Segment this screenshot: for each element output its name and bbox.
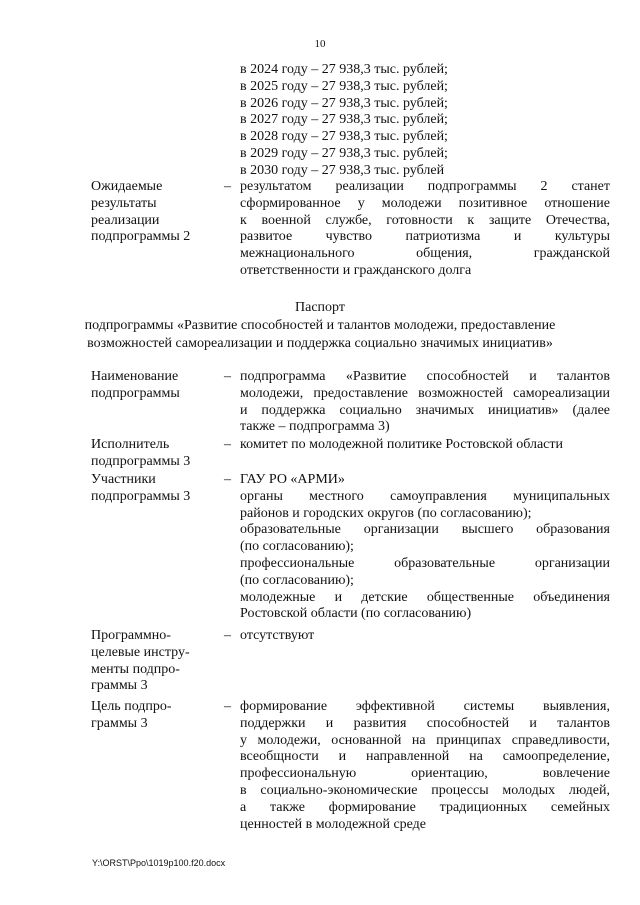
value-line: и поддержка социально значимых инициатив» (далее [240, 402, 610, 418]
passport-subtitle-line: подпрограммы «Развитие способностей и талантов молодежи, предоставление [84, 318, 556, 333]
value-line: также – подпрограмма 3) [240, 419, 390, 435]
passport-title: Паспорт [295, 300, 345, 315]
value-line: к военной службе, готовности к защите Отечества, [240, 212, 610, 228]
dash-separator: – [224, 369, 231, 384]
label-line: Участники [91, 472, 156, 487]
budget-line: в 2025 году – 27 938,3 тыс. рублей; [240, 78, 448, 94]
label-line: Ожидаемые [91, 179, 163, 194]
dash-separator: – [224, 437, 231, 452]
row-value [240, 628, 610, 645]
value-line: районов и городских округов (по согласованию); [240, 505, 532, 521]
page-number: 10 [314, 38, 326, 50]
value-line: развитое чувство патриотизма и культуры [240, 229, 610, 245]
value-line: профессиональные образовательные организации [240, 555, 610, 571]
dash-separator: – [224, 472, 231, 487]
row-label [91, 628, 219, 695]
budget-line: в 2027 году – 27 938,3 тыс. рублей; [240, 112, 448, 128]
label-line: подпрограммы 3 [91, 488, 191, 504]
row-value [240, 179, 610, 280]
dash-separator: – [224, 179, 231, 194]
row-value [240, 699, 610, 833]
value-line: поддержки и развития способностей и талантов [240, 715, 610, 731]
value-line: ответственности и гражданского долга [240, 262, 472, 278]
label-line: подпрограммы [91, 385, 180, 401]
dash-separator: – [224, 699, 231, 714]
file-path-footer: Y:\ORST\Ppo\1019p100.f20.docx [92, 858, 226, 868]
label-line: целевые инстру- [91, 644, 190, 660]
row-label [91, 369, 219, 403]
budget-line: в 2028 году – 27 938,3 тыс. рублей; [240, 129, 448, 145]
value-line: у молодежи, основанной на принципах справедливости, [240, 732, 610, 748]
passport-subtitle-line: возможностей самореализации и поддержка социально значимых инициатив» [87, 336, 553, 351]
value-line: подпрограмма «Развитие способностей и талантов [240, 369, 610, 384]
row-value [240, 369, 610, 436]
label-line: Наименование [91, 369, 179, 384]
budget-by-year-list [240, 62, 448, 180]
budget-line: в 2029 году – 27 938,3 тыс. рублей; [240, 145, 448, 161]
value-line: межнационального общения, гражданской [240, 246, 610, 262]
dash-separator: – [224, 628, 231, 643]
value-line: молодежные и детские общественные объединения [240, 589, 610, 605]
label-line: реализации [91, 212, 160, 228]
budget-line: в 2030 году – 27 938,3 тыс. рублей [240, 162, 445, 178]
value-line: в социально-экономические процессы молодых людей, [240, 782, 610, 798]
row-label [91, 699, 219, 733]
label-line: Исполнитель [91, 437, 170, 452]
value-line: органы местного самоуправления муниципальных [240, 488, 610, 504]
value-line: формирование эффективной системы выявления, [240, 699, 610, 714]
label-line: результаты [91, 195, 157, 211]
row-value [240, 472, 610, 623]
row-label [91, 472, 219, 506]
value-line: ГАУ РО «АРМИ» [240, 472, 345, 487]
value-line: отсутствуют [240, 628, 315, 643]
budget-line: в 2026 году – 27 938,3 тыс. рублей; [240, 95, 448, 111]
value-line: образовательные организации высшего образования [240, 522, 610, 538]
row-label [91, 437, 219, 471]
value-line: комитет по молодежной политике Ростовской области [240, 437, 563, 452]
value-line: (по согласованию); [240, 539, 354, 555]
value-line: сформированное у молодежи позитивное отношение [240, 195, 610, 211]
label-line: граммы 3 [91, 678, 148, 694]
label-line: подпрограммы 3 [91, 453, 191, 469]
label-line: менты подпро- [91, 661, 180, 677]
value-line: ценностей в молодежной среде [240, 816, 427, 832]
value-line: а также формирование традиционных семейных [240, 799, 610, 815]
label-line: Цель подпро- [91, 699, 172, 714]
row-value [240, 437, 610, 454]
value-line: молодежи, предоставление возможностей самореализации [240, 385, 610, 401]
label-line: граммы 3 [91, 715, 148, 731]
budget-line: в 2024 году – 27 938,3 тыс. рублей; [240, 62, 448, 77]
label-line: подпрограммы 2 [91, 229, 191, 245]
value-line: всеобщности и направленной на самоопределение, [240, 749, 610, 765]
value-line: (по согласованию); [240, 572, 354, 588]
value-line: результатом реализации подпрограммы 2 станет [240, 179, 610, 194]
value-line: профессиональную ориентацию, вовлечение [240, 766, 610, 782]
label-line: Программно- [91, 628, 171, 643]
value-line: Ростовской области (по согласованию) [240, 606, 472, 622]
row-label [91, 179, 219, 246]
